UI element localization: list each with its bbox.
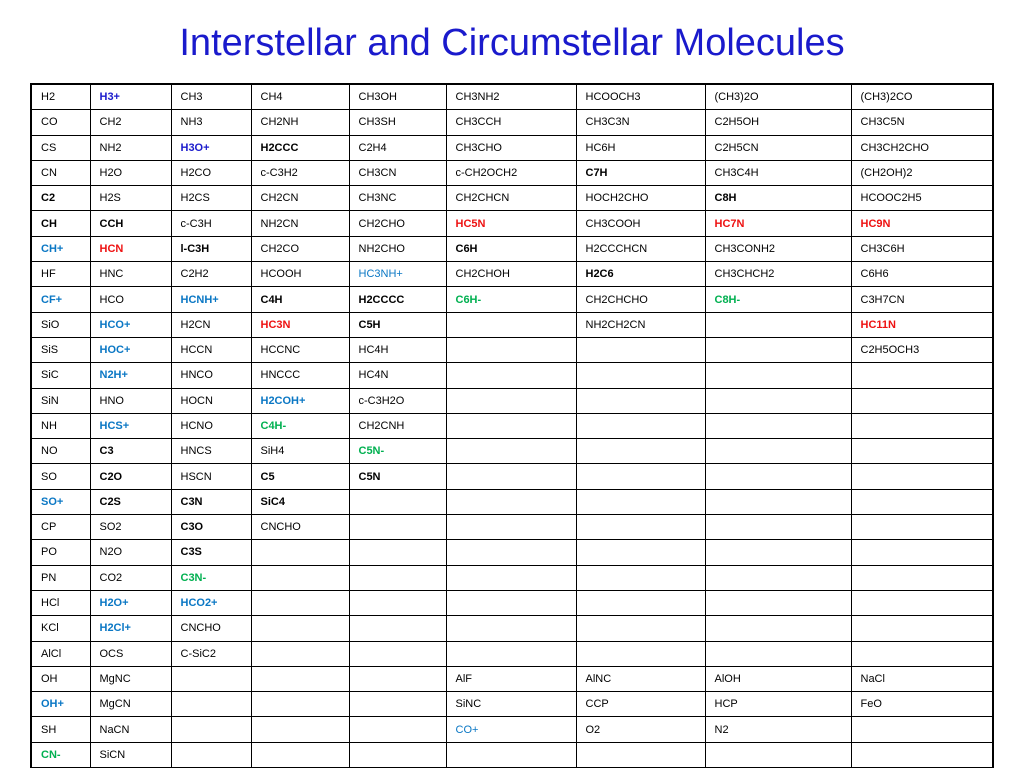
molecule-cell [446, 590, 576, 615]
molecule-cell: MgCN [90, 692, 171, 717]
molecule-cell: C8H [705, 186, 851, 211]
table-row [31, 489, 993, 514]
molecule-cell [705, 590, 851, 615]
molecule-cell: HCO2+ [171, 590, 251, 615]
molecule-cell: HNO [90, 388, 171, 413]
molecule-cell: HC4N [349, 363, 446, 388]
molecule-cell [251, 692, 349, 717]
molecule-cell [171, 666, 251, 691]
molecule-cell: H3O+ [171, 135, 251, 160]
molecule-cell: HNCS [171, 439, 251, 464]
table-row [31, 515, 993, 540]
molecule-cell: HC11N [851, 312, 993, 337]
molecule-cell [349, 590, 446, 615]
table-row [31, 439, 993, 464]
molecule-cell [851, 641, 993, 666]
molecule-cell: OH [31, 666, 90, 691]
molecule-cell: (CH3)2CO [851, 84, 993, 110]
molecule-cell [705, 742, 851, 768]
molecule-cell [446, 742, 576, 768]
molecule-cell [851, 413, 993, 438]
molecule-cell: CH2CNH [349, 413, 446, 438]
molecule-cell [705, 464, 851, 489]
table-row [31, 742, 993, 768]
molecule-cell [446, 489, 576, 514]
molecule-cell [851, 388, 993, 413]
molecule-cell [171, 717, 251, 742]
molecule-cell: C3O [171, 515, 251, 540]
molecule-cell [446, 616, 576, 641]
molecule-cell: AlNC [576, 666, 705, 691]
table-row [31, 540, 993, 565]
molecule-cell [576, 590, 705, 615]
molecule-cell: CH2CO [251, 236, 349, 261]
molecule-cell: SH [31, 717, 90, 742]
molecule-cell [851, 439, 993, 464]
molecule-cell [851, 717, 993, 742]
table-row [31, 186, 993, 211]
molecule-cell: CH3C5N [851, 110, 993, 135]
molecule-cell: FeO [851, 692, 993, 717]
molecule-cell: NO [31, 439, 90, 464]
molecule-cell: HC3N [251, 312, 349, 337]
molecule-cell: C8H- [705, 287, 851, 312]
molecule-cell: CH3SH [349, 110, 446, 135]
molecule-cell: (CH2OH)2 [851, 160, 993, 185]
molecule-cell: SiC [31, 363, 90, 388]
molecule-cell: C2S [90, 489, 171, 514]
molecule-cell: C2H5OCH3 [851, 337, 993, 362]
table-row [31, 363, 993, 388]
molecule-cell [349, 616, 446, 641]
molecule-cell [171, 742, 251, 768]
molecule-cell [851, 590, 993, 615]
molecule-cell: C2H2 [171, 262, 251, 287]
molecule-table [30, 83, 994, 768]
molecule-cell: SO2 [90, 515, 171, 540]
molecule-cell: HCNH+ [171, 287, 251, 312]
molecule-cell: MgNC [90, 666, 171, 691]
molecule-cell: C5N [349, 464, 446, 489]
molecule-cell [851, 540, 993, 565]
molecule-cell [349, 742, 446, 768]
molecule-cell [851, 489, 993, 514]
molecule-cell: H2CCC [251, 135, 349, 160]
molecule-cell: (CH3)2O [705, 84, 851, 110]
molecule-cell: HNCCC [251, 363, 349, 388]
molecule-cell [851, 616, 993, 641]
molecule-cell [446, 565, 576, 590]
molecule-cell [576, 515, 705, 540]
molecule-cell [446, 439, 576, 464]
molecule-cell [576, 742, 705, 768]
table-row [31, 160, 993, 185]
molecule-cell: HCO+ [90, 312, 171, 337]
molecule-cell: O2 [576, 717, 705, 742]
molecule-cell: NH2CN [251, 211, 349, 236]
molecule-cell: H2O [90, 160, 171, 185]
molecule-cell: H2COH+ [251, 388, 349, 413]
molecule-cell: C2H5OH [705, 110, 851, 135]
molecule-cell [576, 464, 705, 489]
molecule-cell: N2 [705, 717, 851, 742]
molecule-cell: CH+ [31, 236, 90, 261]
molecule-cell [576, 363, 705, 388]
molecule-cell: HCCNC [251, 337, 349, 362]
molecule-cell: AlOH [705, 666, 851, 691]
molecule-cell: CH2CN [251, 186, 349, 211]
molecule-cell: N2H+ [90, 363, 171, 388]
molecule-cell: H2CCCHCN [576, 236, 705, 261]
table-row [31, 110, 993, 135]
molecule-cell: HCN [90, 236, 171, 261]
molecule-cell: HC9N [851, 211, 993, 236]
molecule-cell: C3N [171, 489, 251, 514]
molecule-cell [446, 641, 576, 666]
molecule-cell: CH3OH [349, 84, 446, 110]
molecule-cell: HOCN [171, 388, 251, 413]
molecule-cell [251, 590, 349, 615]
molecule-cell: KCl [31, 616, 90, 641]
molecule-cell [251, 666, 349, 691]
molecule-cell [576, 439, 705, 464]
table-row [31, 236, 993, 261]
molecule-cell: C2H5CN [705, 135, 851, 160]
molecule-cell: PO [31, 540, 90, 565]
molecule-cell: NH [31, 413, 90, 438]
table-row [31, 84, 993, 110]
molecule-cell: SiNC [446, 692, 576, 717]
molecule-cell: SiS [31, 337, 90, 362]
molecule-cell [251, 641, 349, 666]
molecule-cell: C6H- [446, 287, 576, 312]
molecule-cell: C3 [90, 439, 171, 464]
molecule-cell: HC3NH+ [349, 262, 446, 287]
molecule-cell: OH+ [31, 692, 90, 717]
molecule-cell: CCH [90, 211, 171, 236]
molecule-cell: C6H6 [851, 262, 993, 287]
molecule-cell: SiC4 [251, 489, 349, 514]
molecule-cell: C5H [349, 312, 446, 337]
molecule-cell [349, 540, 446, 565]
molecule-cell: H2Cl+ [90, 616, 171, 641]
molecule-cell: CH2CHCN [446, 186, 576, 211]
molecule-table-container [30, 83, 994, 768]
molecule-cell: CH3CN [349, 160, 446, 185]
molecule-cell [251, 742, 349, 768]
table-row [31, 413, 993, 438]
molecule-cell: HOC+ [90, 337, 171, 362]
molecule-cell: HSCN [171, 464, 251, 489]
table-row [31, 666, 993, 691]
molecule-cell: C5 [251, 464, 349, 489]
table-row [31, 312, 993, 337]
molecule-cell [576, 540, 705, 565]
molecule-cell: H2C6 [576, 262, 705, 287]
molecule-cell: H2CS [171, 186, 251, 211]
molecule-cell [851, 515, 993, 540]
molecule-cell: CH3C6H [851, 236, 993, 261]
molecule-cell: CH3CHO [446, 135, 576, 160]
molecule-cell: CNCHO [251, 515, 349, 540]
molecule-cell: CH3 [171, 84, 251, 110]
molecule-cell [349, 515, 446, 540]
molecule-cell [705, 641, 851, 666]
molecule-cell [705, 489, 851, 514]
molecule-cell [851, 464, 993, 489]
molecule-cell: HC4H [349, 337, 446, 362]
molecule-cell: N2O [90, 540, 171, 565]
molecule-cell: SiO [31, 312, 90, 337]
molecule-cell [251, 616, 349, 641]
molecule-cell: CO+ [446, 717, 576, 742]
molecule-cell [851, 742, 993, 768]
molecule-cell [446, 413, 576, 438]
molecule-cell: CH2 [90, 110, 171, 135]
molecule-cell [446, 515, 576, 540]
molecule-cell: SiCN [90, 742, 171, 768]
molecule-cell [349, 641, 446, 666]
molecule-cell: HCOOC2H5 [851, 186, 993, 211]
molecule-cell: AlF [446, 666, 576, 691]
molecule-cell [251, 540, 349, 565]
molecule-cell: NH2CHO [349, 236, 446, 261]
molecule-cell: C6H [446, 236, 576, 261]
molecule-cell: H2S [90, 186, 171, 211]
molecule-cell: NH2CH2CN [576, 312, 705, 337]
molecule-cell: CH4 [251, 84, 349, 110]
molecule-cell: HCS+ [90, 413, 171, 438]
table-row [31, 464, 993, 489]
molecule-cell: CN [31, 160, 90, 185]
molecule-cell: HC6H [576, 135, 705, 160]
molecule-cell: HCO [90, 287, 171, 312]
molecule-cell: SiH4 [251, 439, 349, 464]
table-row [31, 388, 993, 413]
molecule-cell: C-SiC2 [171, 641, 251, 666]
molecule-cell: c-C3H [171, 211, 251, 236]
table-row [31, 565, 993, 590]
molecule-cell: c-C3H2 [251, 160, 349, 185]
molecule-cell: CH3COOH [576, 211, 705, 236]
table-row [31, 287, 993, 312]
table-row [31, 641, 993, 666]
molecule-cell [705, 565, 851, 590]
molecule-cell [446, 388, 576, 413]
molecule-cell: CH2NH [251, 110, 349, 135]
molecule-cell [576, 337, 705, 362]
molecule-cell [705, 413, 851, 438]
table-row [31, 692, 993, 717]
molecule-cell: NaCN [90, 717, 171, 742]
molecule-cell: CH2CHCHO [576, 287, 705, 312]
molecule-cell: CO [31, 110, 90, 135]
table-row [31, 337, 993, 362]
molecule-cell [705, 388, 851, 413]
molecule-cell [576, 413, 705, 438]
molecule-cell [705, 337, 851, 362]
molecule-cell [705, 439, 851, 464]
molecule-cell: HCl [31, 590, 90, 615]
molecule-cell [446, 312, 576, 337]
molecule-cell [576, 565, 705, 590]
molecule-cell: C2 [31, 186, 90, 211]
molecule-cell: NH3 [171, 110, 251, 135]
molecule-cell [851, 565, 993, 590]
molecule-cell [576, 641, 705, 666]
molecule-cell: CH3C4H [705, 160, 851, 185]
molecule-cell: C3N- [171, 565, 251, 590]
molecule-cell: C2O [90, 464, 171, 489]
molecule-cell: NaCl [851, 666, 993, 691]
table-row [31, 590, 993, 615]
molecule-cell: CS [31, 135, 90, 160]
molecule-cell: CH3NC [349, 186, 446, 211]
molecule-cell: CN- [31, 742, 90, 768]
molecule-cell: CH2CHO [349, 211, 446, 236]
molecule-cell: PN [31, 565, 90, 590]
molecule-cell: CP [31, 515, 90, 540]
molecule-cell: H3+ [90, 84, 171, 110]
molecule-cell: CCP [576, 692, 705, 717]
table-row [31, 616, 993, 641]
molecule-cell: H2CCCC [349, 287, 446, 312]
molecule-table-body [31, 84, 993, 768]
molecule-cell: CH3CCH [446, 110, 576, 135]
molecule-cell: NH2 [90, 135, 171, 160]
molecule-cell [705, 515, 851, 540]
molecule-cell: HF [31, 262, 90, 287]
molecule-cell: CNCHO [171, 616, 251, 641]
molecule-cell: CH3CHCH2 [705, 262, 851, 287]
molecule-cell: AlCl [31, 641, 90, 666]
molecule-cell: CH3C3N [576, 110, 705, 135]
molecule-cell [446, 337, 576, 362]
molecule-cell: HCOOCH3 [576, 84, 705, 110]
molecule-cell: HNC [90, 262, 171, 287]
table-row [31, 135, 993, 160]
molecule-cell [349, 666, 446, 691]
molecule-cell [576, 489, 705, 514]
molecule-cell: C3S [171, 540, 251, 565]
molecule-cell [446, 363, 576, 388]
molecule-cell: HOCH2CHO [576, 186, 705, 211]
molecule-cell: CH3CONH2 [705, 236, 851, 261]
molecule-cell: CO2 [90, 565, 171, 590]
molecule-cell [705, 616, 851, 641]
molecule-cell [349, 717, 446, 742]
molecule-cell [446, 464, 576, 489]
page-title: Interstellar and Circumstellar Molecules [179, 22, 845, 64]
molecule-cell: OCS [90, 641, 171, 666]
molecule-cell: H2O+ [90, 590, 171, 615]
molecule-cell: HC5N [446, 211, 576, 236]
table-row [31, 262, 993, 287]
molecule-cell: SO+ [31, 489, 90, 514]
molecule-cell [349, 489, 446, 514]
molecule-cell [851, 363, 993, 388]
table-row [31, 211, 993, 236]
molecule-cell: C4H [251, 287, 349, 312]
molecule-cell [576, 616, 705, 641]
molecule-cell: H2 [31, 84, 90, 110]
molecule-cell: SO [31, 464, 90, 489]
molecule-cell: C3H7CN [851, 287, 993, 312]
molecule-cell [446, 540, 576, 565]
molecule-cell: CH2CHOH [446, 262, 576, 287]
molecule-cell [576, 388, 705, 413]
molecule-cell: c-C3H2O [349, 388, 446, 413]
molecule-cell: HC7N [705, 211, 851, 236]
molecule-cell [349, 692, 446, 717]
molecule-cell: CH [31, 211, 90, 236]
molecule-cell: CH3CH2CHO [851, 135, 993, 160]
molecule-cell: C5N- [349, 439, 446, 464]
table-row [31, 717, 993, 742]
molecule-cell: H2CO [171, 160, 251, 185]
molecule-cell: c-CH2OCH2 [446, 160, 576, 185]
molecule-cell: C7H [576, 160, 705, 185]
molecule-cell: HCOOH [251, 262, 349, 287]
molecule-cell: SiN [31, 388, 90, 413]
molecule-cell: l-C3H [171, 236, 251, 261]
molecule-cell: C4H- [251, 413, 349, 438]
molecule-cell [251, 717, 349, 742]
molecule-cell [705, 540, 851, 565]
molecule-cell: CH3NH2 [446, 84, 576, 110]
molecule-cell: HCCN [171, 337, 251, 362]
molecule-cell: C2H4 [349, 135, 446, 160]
molecule-cell [705, 312, 851, 337]
molecule-cell: CF+ [31, 287, 90, 312]
molecule-cell [705, 363, 851, 388]
molecule-cell: HCP [705, 692, 851, 717]
molecule-cell [171, 692, 251, 717]
molecule-cell: H2CN [171, 312, 251, 337]
molecule-cell [349, 565, 446, 590]
molecule-cell [251, 565, 349, 590]
molecule-cell: HNCO [171, 363, 251, 388]
molecule-cell: HCNO [171, 413, 251, 438]
